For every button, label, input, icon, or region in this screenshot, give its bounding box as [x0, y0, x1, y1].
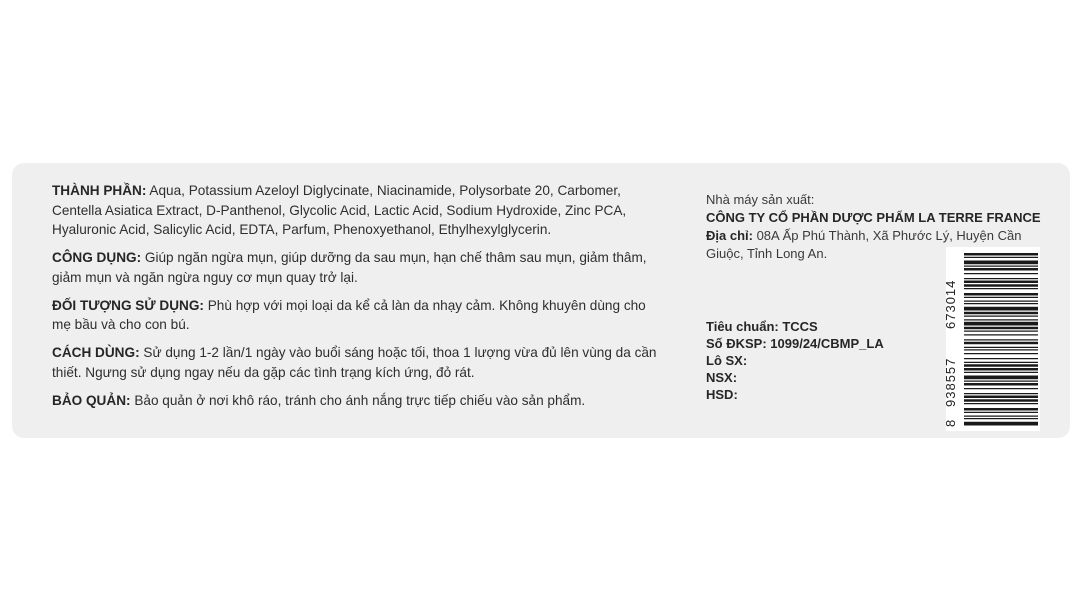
- barcode-bar: [964, 393, 1038, 394]
- manufacturer-label: Nhà máy sản xuất:: [706, 192, 815, 207]
- composition-paragraph: [52, 181, 662, 240]
- registration-row: [706, 335, 884, 352]
- barcode-bar: [964, 331, 1038, 332]
- standard-value: TCCS: [778, 319, 818, 334]
- barcode-bar: [964, 284, 1038, 287]
- barcode-bar: [964, 307, 1038, 311]
- address-label: Địa chỉ:: [706, 228, 753, 243]
- barcode-bar: [964, 257, 1038, 258]
- barcode-bar: [964, 293, 1038, 296]
- barcode-bar: [964, 339, 1038, 340]
- barcode-bar: [964, 418, 1038, 419]
- barcode-bar: [964, 364, 1038, 367]
- barcode-bar: [964, 347, 1038, 348]
- barcode-bar: [964, 349, 1038, 350]
- composition-text: Aqua, Potassium Azeloyl Diglycinate, Niacinamide, Polysorbate 20, Carbomer, Centella Asiatica Extract, D-Panthenol, Glycolic Acid, Lactic Acid, Sodium Hydroxide, Zinc PCA, Hyaluronic Acid, Salicylic Acid, EDTA, Parfum, Phenoxyethanol, Ethylhexylglycerin.: [52, 183, 627, 237]
- barcode-bar: [964, 303, 1038, 304]
- standard-label: Tiêu chuẩn:: [706, 319, 779, 334]
- barcode-bar: [964, 301, 1038, 302]
- barcode-bar: [964, 261, 1038, 265]
- barcode-bar: [964, 342, 1038, 345]
- barcode-bar: [964, 266, 1038, 267]
- usage-text: Sử dụng 1-2 lần/1 ngày vào buổi sáng hoặc tối, thoa 1 lượng vừa đủ lên vùng da cần thiết. Ngưng sử dụng ngay nếu da gặp các tình trạng kích ứng, đỏ rát.: [52, 345, 657, 380]
- registration-value: 1099/24/CBMP_LA: [766, 336, 884, 351]
- target-heading: ĐỐI TƯỢNG SỬ DỤNG:: [52, 297, 204, 313]
- barcode-bar: [964, 312, 1038, 315]
- registration-label: Số ĐKSP:: [706, 336, 767, 351]
- barcode-bar: [964, 412, 1038, 413]
- barcode-bar: [964, 316, 1038, 317]
- target-text: Phù hợp với mọi loại da kể cả làn da nhạy cảm. Không khuyên dùng cho mẹ bầu và cho con bú.: [52, 297, 646, 332]
- uses-text: Giúp ngăn ngừa mụn, giúp dưỡng da sau mụn, hạn chế thâm sau mụn, giảm thâm, giảm mụn và ngăn ngừa nguy cơ mụn quay trở lại.: [52, 250, 647, 285]
- barcode-graphic: [943, 247, 1040, 431]
- exp-date-row: HSD:: [706, 387, 738, 402]
- product-specs: [706, 318, 884, 403]
- barcode-bar: [964, 268, 1038, 271]
- barcode-bar: [964, 403, 1038, 404]
- uses-heading: CÔNG DỤNG:: [52, 250, 142, 265]
- barcode-bar: [964, 362, 1038, 363]
- barcode-bar: [964, 416, 1038, 417]
- storage-text: Bảo quản ở nơi khô ráo, tránh cho ánh nắng trực tiếp chiếu vào sản phẩm.: [130, 392, 586, 408]
- storage-paragraph: [52, 391, 662, 411]
- barcode-bar: [964, 399, 1038, 402]
- barcode-bar: [964, 288, 1038, 289]
- manufacturer-company: CÔNG TY CỔ PHẦN DƯỢC PHẨM LA TERRE FRANCE: [706, 210, 1041, 225]
- barcode-bar: [964, 253, 1038, 256]
- barcode-bar: [964, 388, 1038, 389]
- barcode-bar: [964, 327, 1038, 330]
- barcode-bar: [964, 297, 1038, 298]
- barcode-bar: [964, 322, 1038, 326]
- lot-row: Lô SX:: [706, 353, 748, 368]
- product-info-column: [52, 181, 662, 419]
- product-label: [12, 163, 1070, 438]
- barcode-digit-first: 8: [943, 419, 958, 427]
- barcode: [943, 247, 1040, 431]
- barcode-bar: [964, 383, 1038, 386]
- barcode-bar: [964, 353, 1038, 354]
- address-text: 08A Ấp Phú Thành, Xã Phước Lý, Huyện Cần Giuộc, Tỉnh Long An.: [706, 228, 1022, 261]
- barcode-bar: [964, 376, 1038, 380]
- barcode-bar: [964, 281, 1038, 284]
- standard-row: [706, 318, 884, 335]
- barcode-bar: [964, 358, 1038, 359]
- barcode-bar: [964, 319, 1038, 320]
- barcode-bar: [964, 334, 1038, 335]
- barcode-bar: [964, 278, 1038, 279]
- barcode-bar: [964, 368, 1038, 371]
- barcode-bar: [964, 408, 1038, 411]
- barcode-bar: [964, 273, 1038, 274]
- uses-paragraph: [52, 248, 662, 287]
- barcode-bar: [964, 422, 1038, 426]
- storage-heading: BẢO QUẢN:: [52, 392, 131, 408]
- usage-paragraph: [52, 343, 662, 382]
- target-paragraph: [52, 296, 662, 335]
- usage-heading: CÁCH DÙNG:: [52, 345, 140, 360]
- mfg-date-row: NSX:: [706, 370, 738, 385]
- composition-heading: THÀNH PHẦN:: [52, 183, 147, 198]
- barcode-bar: [964, 372, 1038, 373]
- barcode-bar: [964, 381, 1038, 382]
- barcode-digits-group2: 673014: [943, 279, 958, 329]
- barcode-digits-group1: 938557: [943, 357, 958, 407]
- barcode-bar: [964, 396, 1038, 399]
- barcode-bars: [964, 253, 1038, 426]
